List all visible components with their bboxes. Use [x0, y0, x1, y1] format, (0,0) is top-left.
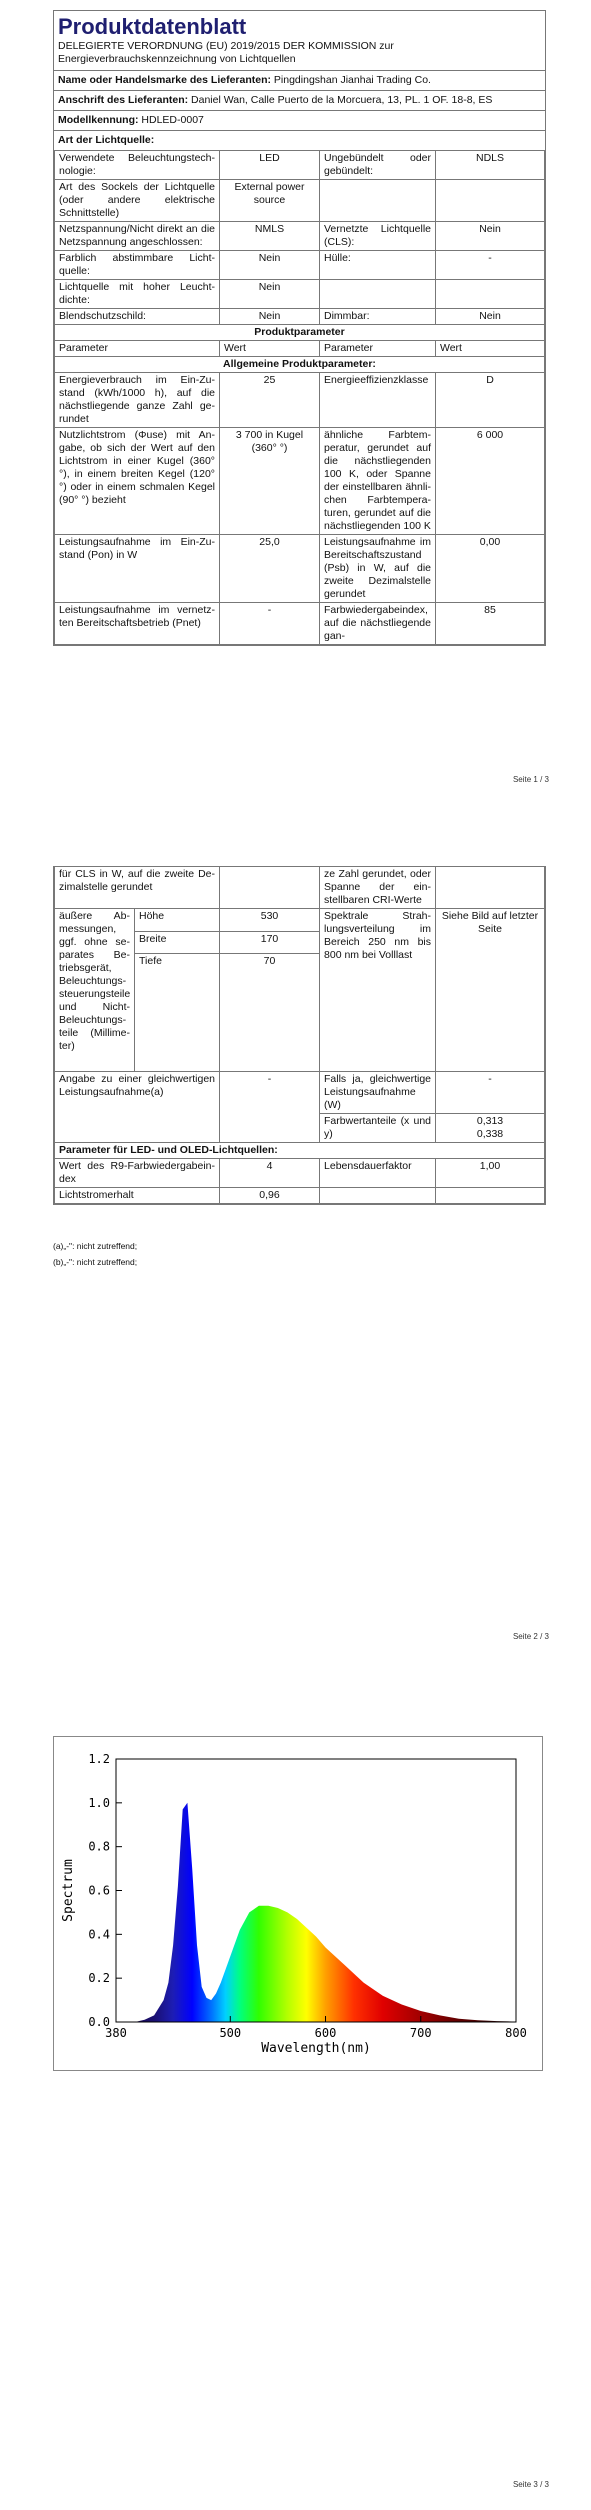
- page-footer: Seite 3 / 3: [512, 2480, 549, 2489]
- column-header: Wert: [436, 341, 545, 357]
- column-header: Wert: [220, 341, 320, 357]
- chromaticity-label: Farbwertanteile (x und y): [320, 1114, 436, 1143]
- param-value: -: [220, 603, 320, 645]
- param-value: Nein: [436, 222, 545, 251]
- param-label: Energieeffizienzklasse: [320, 373, 436, 428]
- chromaticity-value: 0,313 0,338: [436, 1114, 545, 1143]
- param-value: LED: [220, 151, 320, 180]
- page-title: Produktdatenblatt: [58, 14, 247, 39]
- table-row: [55, 909, 545, 932]
- equivalent-power-value: -: [220, 1072, 320, 1143]
- param-label: Art des Sockels der Lichtquelle (oder andere elektrische Schnittstelle): [55, 180, 220, 222]
- table-row: [55, 428, 545, 535]
- table-row: [55, 603, 545, 645]
- param-label: Netzspannung/Nicht direkt an die Netzspannung angeschlossen:: [55, 222, 220, 251]
- page-3: [0, 1700, 591, 2510]
- param-label: Leistungsaufnahme im vernetzten Bereitschaftsbetrieb (Pnet): [55, 603, 220, 645]
- table-row: [55, 1159, 545, 1188]
- param-value: Nein: [436, 309, 545, 325]
- table-row: [55, 1188, 545, 1204]
- table-row: [55, 867, 545, 909]
- empty-cell: [436, 867, 545, 909]
- table-row: [55, 251, 545, 280]
- param-label: Nutzlichtstrom (Φuse) mit Angabe, ob sich der Wert auf den Lichtstrom in einer Kugel (360° °), in einem breiten Kegel (120° °) oder in einem schmalen Kegel (90° °) bezieht: [55, 428, 220, 535]
- param-value: NDLS: [436, 151, 545, 180]
- type-heading: [54, 131, 545, 150]
- param-label: für CLS in W, auf die zweite Dezimalstelle gerundet: [55, 867, 220, 909]
- table-row: [55, 180, 545, 222]
- equivalent-power-w-label: Falls ja, gleichwertige Leistungsaufnahme (W): [320, 1072, 436, 1114]
- address-value: Daniel Wan, Calle Puerto de la Morcuera, 13, PL. 1 OF. 18-8, ES: [191, 94, 493, 106]
- param-label: Leistungsaufnahme im Bereitschaftszustand (Psb) in W, auf die zweite Dezimalstelle gerundet: [320, 535, 436, 603]
- datasheet-box: [53, 10, 546, 646]
- param-label: Blendschutzschild:: [55, 309, 220, 325]
- table-row: [55, 373, 545, 428]
- y-tick-label: 0.4: [88, 1927, 110, 1942]
- param-value: 85: [436, 603, 545, 645]
- table-row: [55, 535, 545, 603]
- param-value: Nein: [220, 309, 320, 325]
- y-tick-label: 0.8: [88, 1839, 110, 1854]
- empty-cell: [220, 867, 320, 909]
- param-label: Leistungsaufnahme im Ein-Zustand (Pon) in W: [55, 535, 220, 603]
- empty-cell: [436, 180, 545, 222]
- dimension-value: 530: [220, 909, 320, 932]
- page-2: [0, 850, 591, 1670]
- param-label: Farbwiedergabeindex, auf die nächstliegende gan-: [320, 603, 436, 645]
- spectrum-chart-frame: [53, 1736, 543, 2071]
- page-footer: Seite 2 / 3: [512, 1632, 549, 1641]
- param-value: 25,0: [220, 535, 320, 603]
- param-label: Verwendete Beleuchtungstechnologie:: [55, 151, 220, 180]
- type-table: [54, 150, 545, 645]
- column-header: Parameter: [320, 341, 436, 357]
- regulation-subtitle: DELEGIERTE VERORDNUNG (EU) 2019/2015 DER KOMMISSION zur Energieverbrauchskennzeichnung von Lichtquellen: [54, 40, 545, 71]
- table-row: [55, 309, 545, 325]
- flux-maintenance-value: 0,96: [220, 1188, 320, 1204]
- param-value: 6 000: [436, 428, 545, 535]
- spectrum-area: [116, 1803, 516, 2022]
- y-tick-label: 0.0: [88, 2015, 110, 2029]
- table-row: [55, 151, 545, 180]
- param-label: Lichtquelle mit hoher Leuchtdichte:: [55, 280, 220, 309]
- address-label: Anschrift des Lieferanten:: [58, 94, 189, 106]
- dimension-label: Breite: [135, 931, 220, 954]
- y-tick-label: 0.2: [88, 1971, 110, 1986]
- param-value: 25: [220, 373, 320, 428]
- spectral-value: Siehe Bild auf letzter Seite: [436, 909, 545, 1072]
- page-1: [0, 0, 591, 800]
- table-row: [55, 222, 545, 251]
- y-tick-label: 1.0: [88, 1795, 110, 1810]
- param-label: Farblich abstimmbare Lichtquelle:: [55, 251, 220, 280]
- page-footer: Seite 1 / 3: [512, 775, 549, 784]
- model-row: [54, 111, 545, 131]
- lifetime-label: Lebensdauerfaktor: [320, 1159, 436, 1188]
- param-label: Ungebündelt oder gebündelt:: [320, 151, 436, 180]
- footnote-b: (b)„-": nicht zutreffend;: [53, 1257, 138, 1267]
- model-value: HDLED-0007: [141, 114, 204, 126]
- lifetime-value: 1,00: [436, 1159, 545, 1188]
- supplier-label: Name oder Handelsmarke des Lieferanten:: [58, 74, 271, 86]
- model-label: Modellkennung:: [58, 114, 139, 126]
- table-row: [55, 1143, 545, 1159]
- column-header: Parameter: [55, 341, 220, 357]
- param-value: External power source: [220, 180, 320, 222]
- x-tick-label: 600: [314, 2026, 337, 2040]
- param-value: D: [436, 373, 545, 428]
- y-tick-label: 0.6: [88, 1883, 110, 1898]
- dimension-value: 70: [220, 954, 320, 1072]
- r9-label: Wert des R9-Farbwiedergabeindex: [55, 1159, 220, 1188]
- dimensions-label: äußere Abmessungen, ggf. ohne separates Betriebsgerät, Beleuchtungssteuerungsteile und Nicht-Beleuchtungsteile (Millimeter): [55, 909, 135, 1072]
- param-label: ähnliche Farbtemperatur, gerundet auf die nächstliegenden 100 K, oder Spanne der einstellbaren ähnlichen Farbtemperaturen, gerundet auf die nächstliegenden 100 K: [320, 428, 436, 535]
- param-label: ze Zahl gerundet, oder Spanne der einstellbaren CRI-Werte: [320, 867, 436, 909]
- param-value: 0,00: [436, 535, 545, 603]
- x-tick-label: 800: [505, 2026, 527, 2040]
- y-tick-label: 1.2: [88, 1752, 110, 1766]
- param-value: Nein: [220, 251, 320, 280]
- equivalent-power-w-value: -: [436, 1072, 545, 1114]
- x-tick-label: 700: [409, 2026, 432, 2040]
- empty-cell: [320, 180, 436, 222]
- x-tick-label: 500: [219, 2026, 242, 2040]
- table-row: [55, 325, 545, 341]
- general-params-heading: Allgemeine Produktparameter:: [55, 357, 545, 373]
- x-tick-label: 380: [105, 2026, 127, 2040]
- x-axis-label: Wavelength(nm): [261, 2041, 371, 2056]
- spectrum-chart: [54, 1737, 542, 2070]
- dimension-label: Tiefe: [135, 954, 220, 1072]
- spectral-label: Spektrale Strahlungsverteilung im Bereich 250 nm bis 800 nm bei Volllast: [320, 909, 436, 1072]
- empty-cell: [436, 280, 545, 309]
- param-value: -: [436, 251, 545, 280]
- empty-cell: [436, 1188, 545, 1204]
- empty-cell: [320, 1188, 436, 1204]
- y-axis-label: Spectrum: [61, 1859, 76, 1922]
- supplier-value: Pingdingshan Jianhai Trading Co.: [273, 74, 431, 86]
- param-value: Nein: [220, 280, 320, 309]
- param-label: Energieverbrauch im Ein-Zustand (kWh/1000 h), auf die nächstliegende ganze Zahl gerundet: [55, 373, 220, 428]
- params-table-continued: [54, 866, 545, 1204]
- param-label: Hülle:: [320, 251, 436, 280]
- dimension-value: 170: [220, 931, 320, 954]
- supplier-row: [54, 71, 545, 91]
- empty-cell: [320, 280, 436, 309]
- table-row: [55, 357, 545, 373]
- param-value: 3 700 in Kugel (360° °): [220, 428, 320, 535]
- type-heading-text: Art der Lichtquelle:: [58, 134, 155, 146]
- param-label: Dimmbar:: [320, 309, 436, 325]
- param-label: Vernetzte Lichtquelle (CLS):: [320, 222, 436, 251]
- r9-value: 4: [220, 1159, 320, 1188]
- footnote-a: (a)„-": nicht zutreffend;: [53, 1241, 138, 1251]
- table-row: [55, 280, 545, 309]
- led-params-heading: Parameter für LED- und OLED-Lichtquellen:: [55, 1143, 545, 1159]
- param-value: NMLS: [220, 222, 320, 251]
- datasheet-box-continued: [53, 866, 546, 1205]
- dimension-label: Höhe: [135, 909, 220, 932]
- flux-maintenance-label: Lichtstromerhalt: [55, 1188, 220, 1204]
- equivalent-power-label: Angabe zu einer gleichwertigen Leistungsaufnahme(a): [55, 1072, 220, 1143]
- address-row: [54, 91, 545, 111]
- table-row: [55, 1072, 545, 1114]
- product-params-heading: Produktparameter: [55, 325, 545, 341]
- table-header-row: [55, 341, 545, 357]
